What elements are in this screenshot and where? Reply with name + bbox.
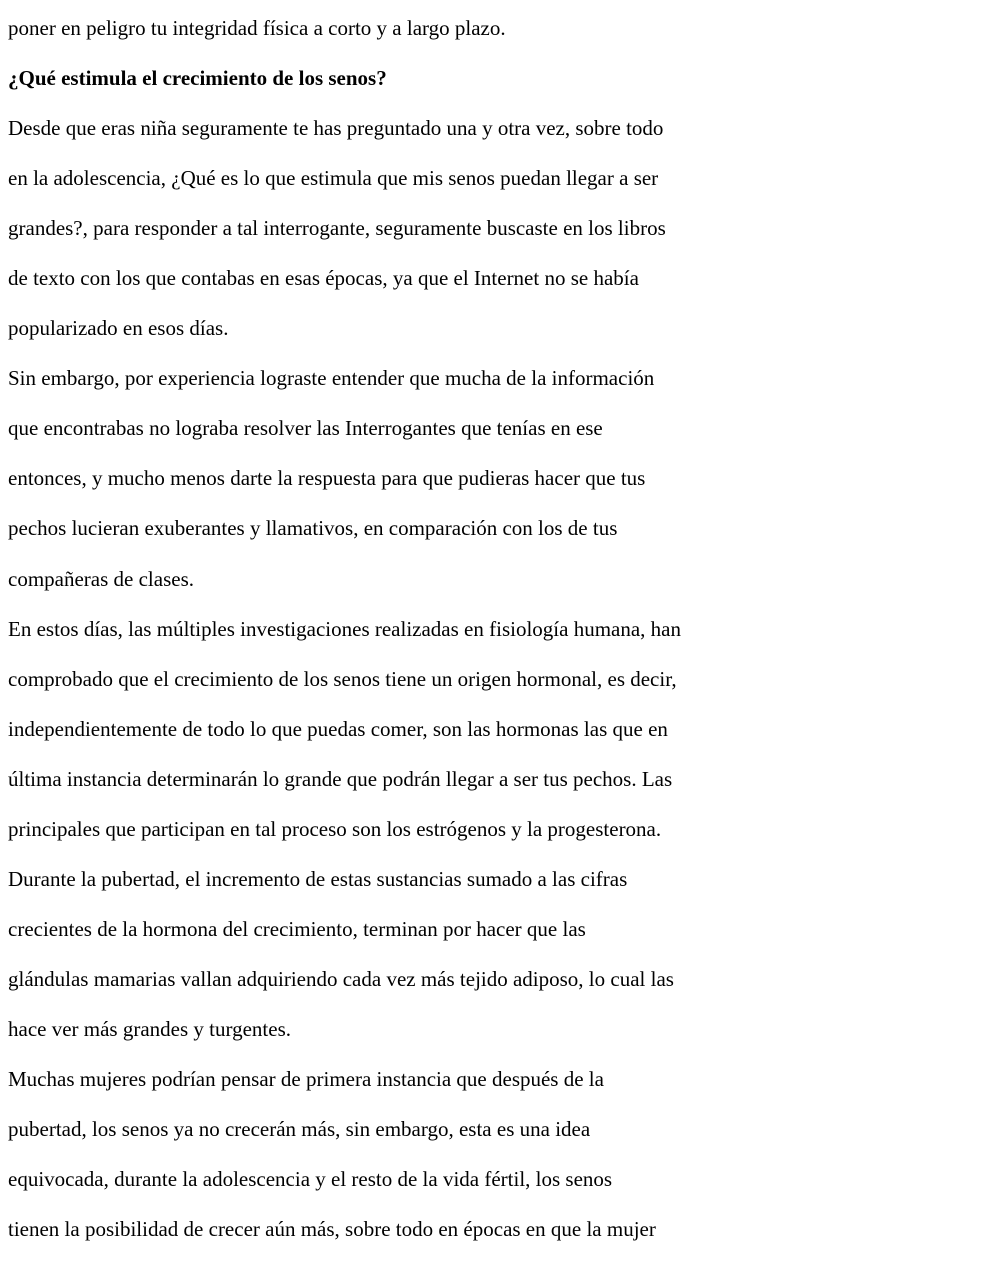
text-line: independientemente de todo lo que puedas comer, son las hormonas las que en xyxy=(8,716,668,741)
text-line: crecientes de la hormona del crecimiento, terminan por hacer que las xyxy=(8,916,586,941)
text-line: hace ver más grandes y turgentes. xyxy=(8,1016,292,1041)
text-line: equivocada, durante la adolescencia y el resto de la vida fértil, los senos xyxy=(8,1167,613,1192)
text-line: que encontrabas no lograba resolver las Interrogantes que tenías en ese xyxy=(8,416,603,441)
text-line: principales que participan en tal proceso son los estrógenos y la progesterona. xyxy=(8,816,662,841)
text-line: popularizado en esos días. xyxy=(8,316,229,341)
text-line: Muchas mujeres podrían pensar de primera instancia que después de la xyxy=(8,1066,604,1091)
text-line: En estos días, las múltiples investigaciones realizadas en fisiología humana, han xyxy=(8,616,681,641)
text-line: Desde que eras niña seguramente te has preguntado una y otra vez, sobre todo xyxy=(8,116,664,141)
text-line: comprobado que el crecimiento de los senos tiene un origen hormonal, es decir, xyxy=(8,666,677,691)
section-heading: ¿Qué estimula el crecimiento de los senos? xyxy=(8,66,387,91)
text-line: Sin embargo, por experiencia lograste entender que mucha de la información xyxy=(8,366,655,391)
text-line: tienen la posibilidad de crecer aún más, sobre todo en épocas en que la mujer xyxy=(8,1217,656,1242)
text-line: pechos lucieran exuberantes y llamativos, en comparación con los de tus xyxy=(8,516,618,541)
text-line: Durante la pubertad, el incremento de estas sustancias sumado a las cifras xyxy=(8,866,628,891)
text-line: grandes?, para responder a tal interrogante, seguramente buscaste en los libros xyxy=(8,216,666,241)
text-line: última instancia determinarán lo grande que podrán llegar a ser tus pechos. Las xyxy=(8,766,673,791)
text-line: compañeras de clases. xyxy=(8,566,194,591)
document-page xyxy=(8,3,968,1254)
text-line: de texto con los que contabas en esas épocas, ya que el Internet no se había xyxy=(8,266,639,291)
text-line: poner en peligro tu integridad física a corto y a largo plazo. xyxy=(8,16,506,40)
text-line: glándulas mamarias vallan adquiriendo cada vez más tejido adiposo, lo cual las xyxy=(8,966,674,991)
text-line: entonces, y mucho menos darte la respuesta para que pudieras hacer que tus xyxy=(8,466,646,491)
text-line: pubertad, los senos ya no crecerán más, sin embargo, esta es una idea xyxy=(8,1117,591,1142)
text-line: en la adolescencia, ¿Qué es lo que estimula que mis senos puedan llegar a ser xyxy=(8,166,659,191)
